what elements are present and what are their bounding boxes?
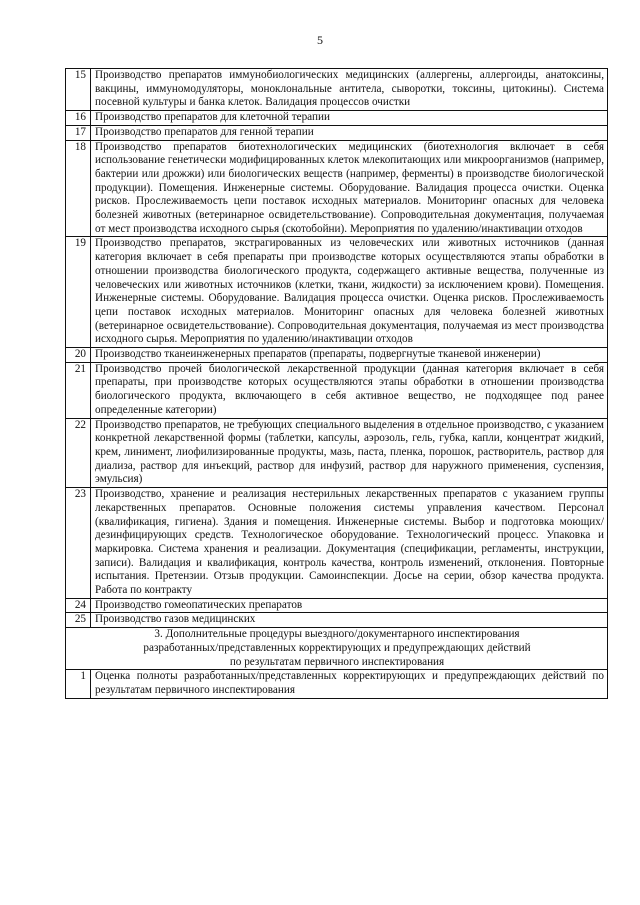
row-number: 21 [66, 362, 91, 418]
row-text: Производство, хранение и реализация нестерильных лекарственных препаратов с указанием группы лекарственных препаратов. Основные положения системы управления качеством. Персонал (квалификация, гигиена). Здания и помещения. Инженерные системы. Выбор и подготовка моющих/дезинфицирующих средств. Технологическое оборудование. Технологический процесс. Упаковка и маркировка. Система хранения и реализации. Документация (спецификации, регламенты, инструкции, записи). Валидация и квалификация, контроль качества, контроль изменений, отклонения. Повторные испытания. Претензии. Отзыв продукции. Самоинспекции. Досье на серии, обзор качества продукта. Работа по контракту [91, 488, 608, 599]
row-number: 15 [66, 69, 91, 111]
inspection-procedures-table [65, 68, 608, 699]
row-text: Производство гомеопатических препаратов [91, 598, 608, 613]
section-heading-line: по результатам первичного инспектирования [229, 655, 445, 668]
row-number: 16 [66, 111, 91, 126]
row-text: Оценка полноты разработанных/представленных корректирующих и предупреждающих действий по результатам первичного инспектирования [91, 670, 608, 698]
table-row [66, 69, 608, 111]
row-text: Производство препаратов иммунобиологических медицинских (аллергены, аллергоиды, анатоксины, вакцины, иммуномодуляторы, моноклональные антитела, сыворотки, токсины, цитокины). Система посевной культуры и банка клеток. Валидация процессов очистки [91, 69, 608, 111]
row-text: Производство препаратов для генной терапии [91, 125, 608, 140]
row-number: 24 [66, 598, 91, 613]
table-row [66, 125, 608, 140]
row-text: Производство препаратов биотехнологических медицинских (биотехнология включает в себя использование генетически модифицированных клеток млекопитающих или микроорганизмов (например, бактерии или дрожжи) или биологических веществ (например, ферменты) в производстве биологической продукции). Помещения. Инженерные системы. Оборудование. Валидация процесса очистки. Оценка рисков. Прослеживаемость цепи поставок исходных материалов. Мониторинг опасных для человека болезней животных (ветеринарное освидетельствование). Сопроводительная документация, получаемая от мест производства исходного сырья (скотобойни). Мероприятия по удалению/инактивации отходов [91, 140, 608, 237]
row-number: 19 [66, 237, 91, 348]
table-row [66, 348, 608, 363]
row-text: Производство прочей биологической лекарственной продукции (данная категория включает в себя препараты, при производстве которых осуществляются этапы обработки в отношении производства биологического продукта, включающего в себя активное вещество, не подходящее под ранее определенные категории) [91, 362, 608, 418]
section-heading-line: 3. Дополнительные процедуры выездного/документарного инспектирования [154, 628, 520, 641]
row-number: 25 [66, 613, 91, 628]
row-text: Производство препаратов, не требующих специального выделения в отдельное производство, с указанием конкретной лекарственной формы (таблетки, капсулы, аэрозоль, гель, губка, капли, концентрат жидкий, крем, линимент, лиофилизированные продукты, мазь, паста, пленка, порошок, растворитель, раствор для диализа, раствор для инъекций, раствор для инфузий, раствор для наружного применения, суспензия, эмульсия) [91, 418, 608, 488]
row-number: 20 [66, 348, 91, 363]
row-number: 23 [66, 488, 91, 599]
row-number: 1 [66, 670, 91, 698]
page-number: 5 [317, 33, 323, 47]
table-row [66, 362, 608, 418]
table-row [66, 237, 608, 348]
row-text: Производство препаратов для клеточной терапии [91, 111, 608, 126]
table-body [66, 69, 608, 699]
table-row [66, 488, 608, 599]
section-heading-line: разработанных/представленных корректирующих и предупреждающих действий [143, 641, 531, 654]
row-number: 17 [66, 125, 91, 140]
row-number: 18 [66, 140, 91, 237]
row-text: Производство газов медицинских [91, 613, 608, 628]
row-text: Производство тканеинженерных препаратов (препараты, подвергнутые тканевой инженерии) [91, 348, 608, 363]
row-text: Производство препаратов, экстрагированных из человеческих или животных источников (данная категория включает в себя препараты при производстве которых осуществляются этапы обработки в отношении производства биологического продукта, содержащего активные вещества, полученные из человеческих или животных источников (клетки, ткани, жидкости) за исключением крови). Помещения. Инженерные системы. Оборудование. Валидация процесса очистки. Оценка рисков. Прослеживаемость цепи поставок исходных материалов. Мониторинг опасных для человека болезней животных (ветеринарное освидетельствование). Сопроводительная документация, получаемая из мест производства исходного сырья. Мероприятия по удалению/инактивации отходов [91, 237, 608, 348]
table-row [66, 140, 608, 237]
row-number: 22 [66, 418, 91, 488]
section-heading [66, 628, 608, 670]
table-row [66, 598, 608, 613]
table-row [66, 613, 608, 628]
table-row [66, 418, 608, 488]
table-row [66, 670, 608, 698]
table-row [66, 111, 608, 126]
section-heading-row [66, 628, 608, 670]
